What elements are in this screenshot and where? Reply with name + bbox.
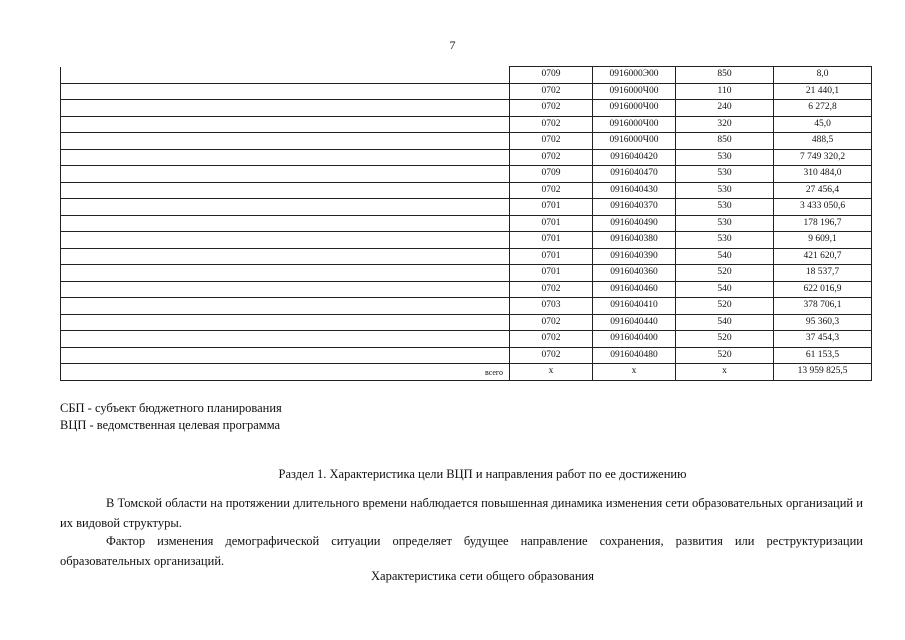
- name-cell: [61, 133, 510, 150]
- expense-type-cell: 110: [676, 83, 774, 100]
- total-label: всего: [61, 364, 510, 381]
- expense-type-cell: 530: [676, 149, 774, 166]
- name-cell: [61, 215, 510, 232]
- section-code-cell: 0701: [510, 248, 593, 265]
- amount-cell: 9 609,1: [774, 232, 872, 249]
- total-expense-type: x: [676, 364, 774, 381]
- paragraph-1-text: В Томской области на протяжении длительного времени наблюдается повышенная динамика изменения сети образовательных организаций и их видовой структуры.: [60, 496, 863, 530]
- table-row: [61, 347, 872, 364]
- amount-cell: 95 360,3: [774, 314, 872, 331]
- expense-type-cell: 850: [676, 67, 774, 84]
- name-cell: [61, 347, 510, 364]
- expense-type-cell: 530: [676, 182, 774, 199]
- amount-cell: 622 016,9: [774, 281, 872, 298]
- amount-cell: 27 456,4: [774, 182, 872, 199]
- section-code-cell: 0702: [510, 182, 593, 199]
- section-code-cell: 0702: [510, 331, 593, 348]
- name-cell: [61, 314, 510, 331]
- amount-cell: 18 537,7: [774, 265, 872, 282]
- name-cell: [61, 298, 510, 315]
- table-row: [61, 67, 872, 84]
- expense-type-cell: 530: [676, 199, 774, 216]
- amount-cell: 3 433 050,6: [774, 199, 872, 216]
- section-code-cell: 0702: [510, 116, 593, 133]
- table-row: [61, 265, 872, 282]
- table-row: [61, 149, 872, 166]
- table-row: [61, 116, 872, 133]
- amount-cell: 6 272,8: [774, 100, 872, 117]
- amount-cell: 45,0: [774, 116, 872, 133]
- expense-type-cell: 850: [676, 133, 774, 150]
- table-row: [61, 232, 872, 249]
- table-row: [61, 182, 872, 199]
- total-row: [61, 364, 872, 381]
- section-code-cell: 0702: [510, 83, 593, 100]
- total-section-code: x: [510, 364, 593, 381]
- amount-cell: 488,5: [774, 133, 872, 150]
- target-article-cell: 0916040440: [593, 314, 676, 331]
- name-cell: [61, 199, 510, 216]
- section-code-cell: 0709: [510, 166, 593, 183]
- table-row: [61, 100, 872, 117]
- section-code-cell: 0702: [510, 149, 593, 166]
- amount-cell: 310 484,0: [774, 166, 872, 183]
- total-amount: 13 959 825,5: [774, 364, 872, 381]
- section-code-cell: 0709: [510, 67, 593, 84]
- target-article-cell: 0916040410: [593, 298, 676, 315]
- section-code-cell: 0702: [510, 347, 593, 364]
- target-article-cell: 0916040370: [593, 199, 676, 216]
- budget-table-body: [61, 67, 872, 381]
- expense-type-cell: 520: [676, 331, 774, 348]
- target-article-cell: 0916040360: [593, 265, 676, 282]
- target-article-cell: 0916000Э00: [593, 67, 676, 84]
- total-target-article: x: [593, 364, 676, 381]
- section-code-cell: 0701: [510, 232, 593, 249]
- table-row: [61, 215, 872, 232]
- paragraph-2-text: Фактор изменения демографической ситуации определяет будущее направление сохранения, развития или реструктуризации образовательных организаций.: [60, 534, 863, 568]
- name-cell: [61, 248, 510, 265]
- expense-type-cell: 540: [676, 248, 774, 265]
- name-cell: [61, 182, 510, 199]
- section-code-cell: 0701: [510, 199, 593, 216]
- name-cell: [61, 232, 510, 249]
- amount-cell: 61 153,5: [774, 347, 872, 364]
- expense-type-cell: 540: [676, 281, 774, 298]
- amount-cell: 421 620,7: [774, 248, 872, 265]
- table-row: [61, 314, 872, 331]
- target-article-cell: 0916040490: [593, 215, 676, 232]
- expense-type-cell: 530: [676, 166, 774, 183]
- section-code-cell: 0703: [510, 298, 593, 315]
- section-code-cell: 0702: [510, 281, 593, 298]
- expense-type-cell: 520: [676, 347, 774, 364]
- target-article-cell: 0916040380: [593, 232, 676, 249]
- target-article-cell: 0916000Ч00: [593, 100, 676, 117]
- name-cell: [61, 281, 510, 298]
- section-code-cell: 0702: [510, 314, 593, 331]
- expense-type-cell: 530: [676, 232, 774, 249]
- amount-cell: 37 454,3: [774, 331, 872, 348]
- amount-cell: 178 196,7: [774, 215, 872, 232]
- name-cell: [61, 67, 510, 84]
- section-code-cell: 0701: [510, 215, 593, 232]
- expense-type-cell: 520: [676, 265, 774, 282]
- section-code-cell: 0702: [510, 100, 593, 117]
- abbreviation-sbp: СБП - субъект бюджетного планирования: [60, 401, 282, 415]
- target-article-cell: 0916040390: [593, 248, 676, 265]
- target-article-cell: 0916040420: [593, 149, 676, 166]
- paragraph-2: [60, 531, 863, 571]
- expense-type-cell: 240: [676, 100, 774, 117]
- amount-cell: 378 706,1: [774, 298, 872, 315]
- section-code-cell: 0701: [510, 265, 593, 282]
- name-cell: [61, 149, 510, 166]
- name-cell: [61, 166, 510, 183]
- subheading: Характеристика сети общего образования: [371, 569, 594, 583]
- target-article-cell: 0916040430: [593, 182, 676, 199]
- page-number: 7: [449, 38, 456, 52]
- target-article-cell: 0916000Ч00: [593, 83, 676, 100]
- abbreviation-vcp: ВЦП - ведомственная целевая программа: [60, 418, 281, 432]
- table-row: [61, 331, 872, 348]
- budget-table: [60, 66, 872, 381]
- section-code-cell: 0702: [510, 133, 593, 150]
- name-cell: [61, 331, 510, 348]
- table-row: [61, 133, 872, 150]
- table-row: [61, 166, 872, 183]
- paragraph-1: [60, 493, 863, 533]
- table-row: [61, 298, 872, 315]
- target-article-cell: 0916040470: [593, 166, 676, 183]
- target-article-cell: 0916040400: [593, 331, 676, 348]
- amount-cell: 8,0: [774, 67, 872, 84]
- target-article-cell: 0916000Ч00: [593, 116, 676, 133]
- amount-cell: 21 440,1: [774, 83, 872, 100]
- target-article-cell: 0916040480: [593, 347, 676, 364]
- name-cell: [61, 100, 510, 117]
- expense-type-cell: 540: [676, 314, 774, 331]
- target-article-cell: 0916040460: [593, 281, 676, 298]
- amount-cell: 7 749 320,2: [774, 149, 872, 166]
- table-row: [61, 281, 872, 298]
- target-article-cell: 0916000Ч00: [593, 133, 676, 150]
- table-row: [61, 83, 872, 100]
- table-row: [61, 199, 872, 216]
- table-row: [61, 248, 872, 265]
- name-cell: [61, 116, 510, 133]
- expense-type-cell: 520: [676, 298, 774, 315]
- name-cell: [61, 265, 510, 282]
- name-cell: [61, 83, 510, 100]
- section-title: Раздел 1. Характеристика цели ВЦП и направления работ по ее достижению: [278, 467, 687, 481]
- expense-type-cell: 320: [676, 116, 774, 133]
- expense-type-cell: 530: [676, 215, 774, 232]
